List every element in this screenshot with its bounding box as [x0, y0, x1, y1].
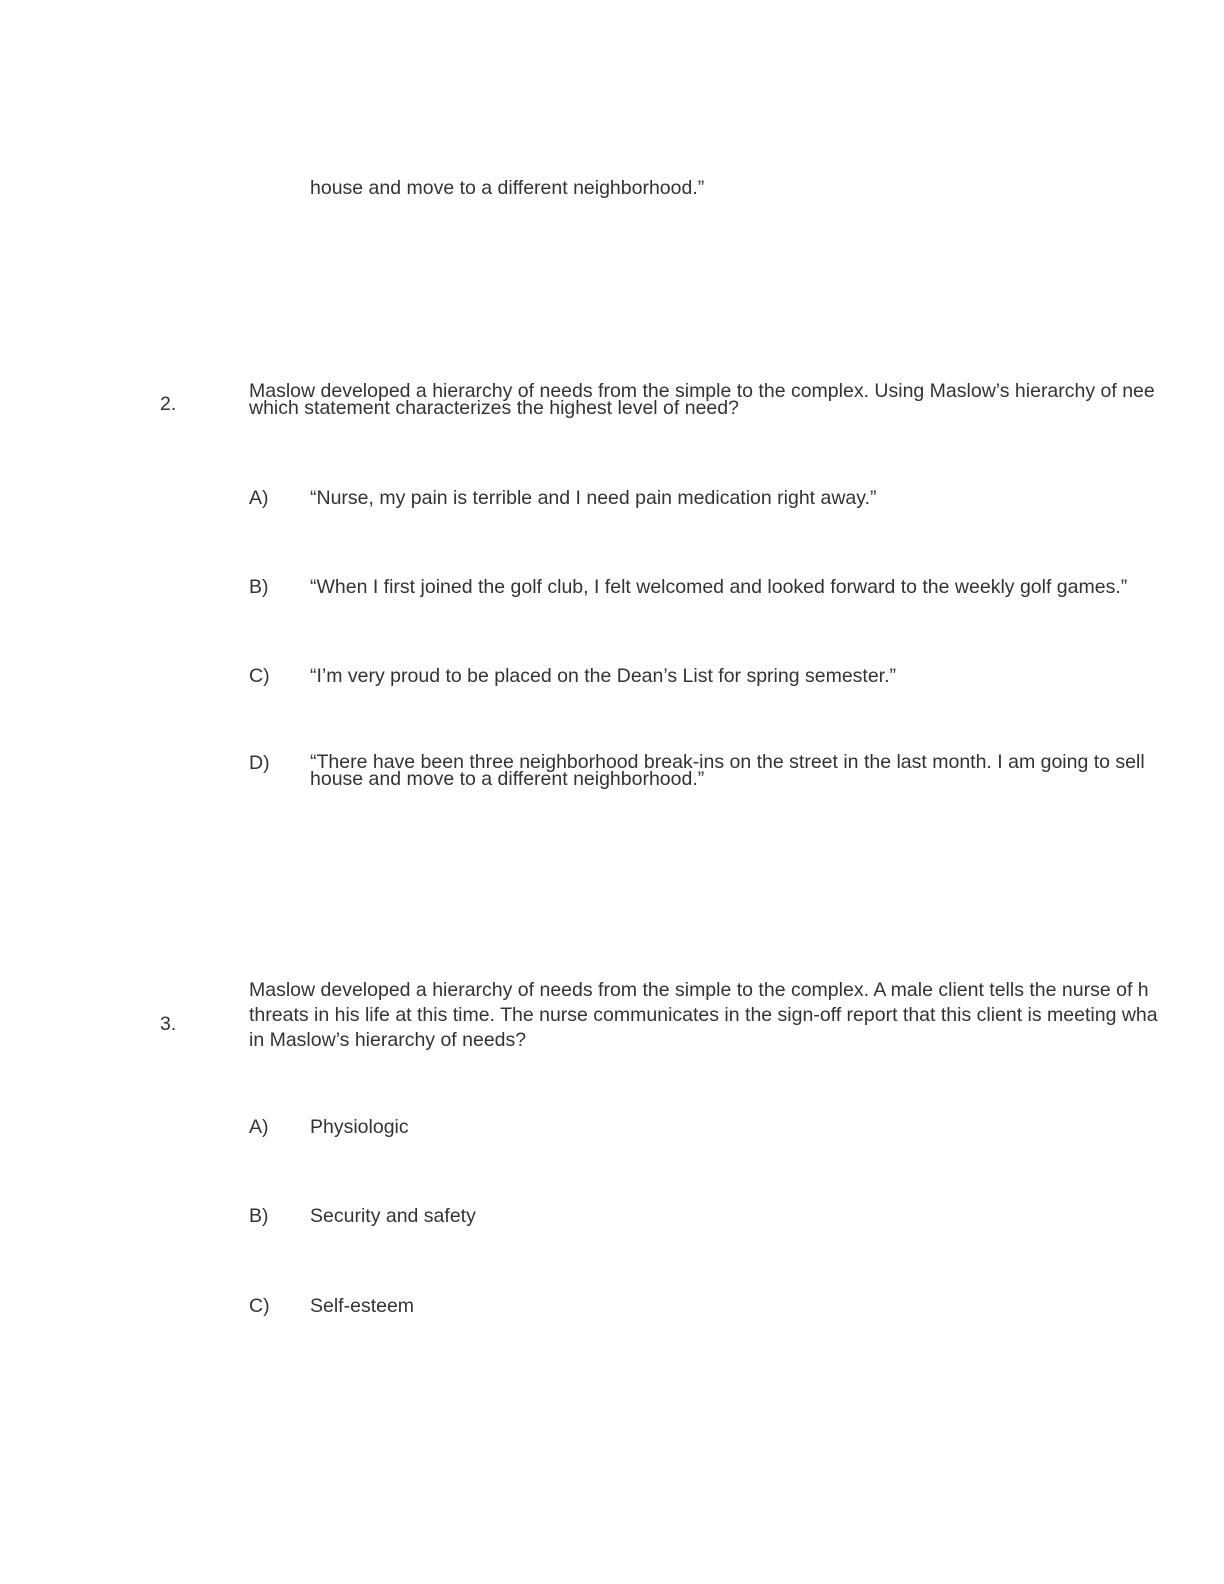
option-letter: B) [249, 1205, 269, 1227]
option-text-line: “There have been three neighborhood break-ins on the street in the last month. I am going to sell [310, 751, 1145, 773]
option-letter: A) [249, 487, 269, 509]
option-text: “When I first joined the golf club, I felt welcomed and looked forward to the weekly golf games.” [310, 576, 1128, 598]
option-letter: C) [249, 1295, 270, 1317]
question-number: 2. [160, 393, 177, 415]
option-text [310, 751, 1145, 790]
option-text: Self-esteem [310, 1295, 415, 1317]
option-text: Security and safety [310, 1205, 476, 1227]
question-stem-line: Maslow developed a hierarchy of needs from the simple to the complex. A male client tells the nurse of h [249, 979, 1149, 1001]
question-stem-line: Maslow developed a hierarchy of needs from the simple to the complex. Using Maslow’s hierarchy of nee [249, 380, 1155, 402]
carryover-text: house and move to a different neighborhood.” [310, 177, 705, 199]
question-stem-line: which statement characterizes the highest level of need? [249, 397, 739, 419]
question-stem [249, 978, 1158, 1053]
option-letter: C) [249, 665, 270, 687]
question-stem [249, 380, 1155, 419]
question-stem-line: in Maslow’s hierarchy of needs? [249, 1029, 527, 1051]
option-text-line: house and move to a different neighborhood.” [310, 768, 705, 790]
option-letter: A) [249, 1116, 269, 1138]
question-stem-line: threats in his life at this time. The nurse communicates in the sign-off report that this client is meeting wha [249, 1004, 1158, 1026]
option-letter: D) [249, 752, 270, 774]
question-number: 3. [160, 1013, 177, 1035]
option-text: Physiologic [310, 1116, 409, 1138]
option-letter: B) [249, 576, 269, 598]
option-text: “Nurse, my pain is terrible and I need pain medication right away.” [310, 487, 877, 509]
option-text: “I’m very proud to be placed on the Dean’s List for spring semester.” [310, 665, 897, 687]
